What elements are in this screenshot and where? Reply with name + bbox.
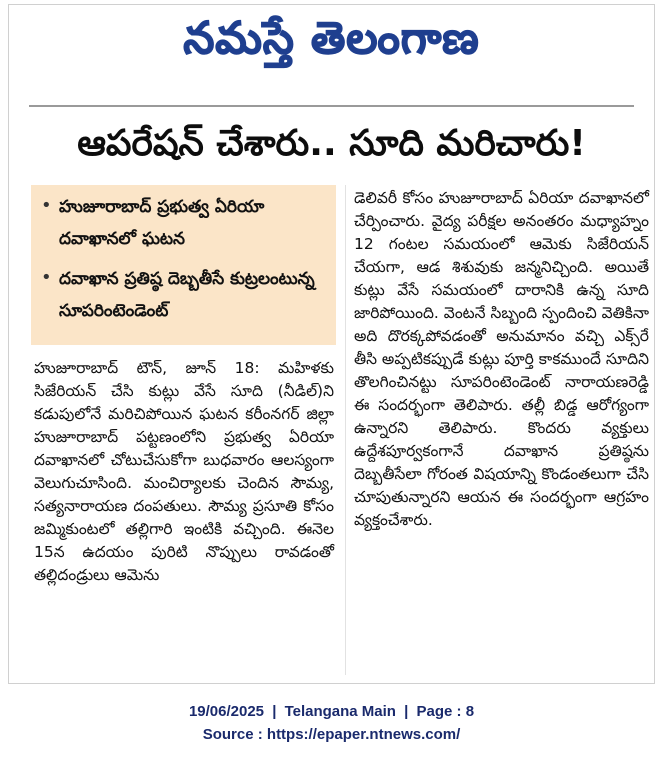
masthead-divider — [29, 105, 634, 107]
news-clipping — [8, 4, 655, 684]
article-body-right — [354, 187, 649, 532]
body-paragraph: హుజూరాబాద్ టౌన్, జూన్ 18: మహిళకు సిజేరియన్ చేసి కుట్లు వేసే సూది (నీడిల్)ని కడుపులోనే మరిచిపోయిన ఘటన కరీంనగర్ జిల్లా హుజూరాబాద్ పట్టణంలోని ప్రభుత్వ ఏరియా దవాఖానలో చోటుచేసుకోగా బుధవారం ఆలస్యంగా వెలుగుచూసింది. మంచిర్యాలకు చెందిన సౌమ్య, సత్యనారాయణ దంపతులు. సౌమ్య ప్రసూతి కోసం జమ్మికుంటలో తల్లిగారి ఇంటికి వచ్చింది. ఈనెల 15న ఉదయం పురిటి నొప్పులు రావడంతో తల్లిదండ్రులు ఆమెను — [34, 359, 334, 584]
bullet-icon: • — [41, 267, 52, 288]
column-divider — [345, 185, 346, 675]
bullet-icon: • — [41, 195, 52, 216]
article-headline: ఆపరేషన్ చేశారు.. సూది మరిచారు! — [77, 123, 586, 164]
footer-separator: | — [404, 703, 409, 720]
footer-edition: Telangana Main — [284, 703, 396, 720]
masthead-title: నమస్తే తెలంగాణ — [183, 13, 480, 64]
highlight-item — [41, 191, 328, 255]
footer-page: Page : 8 — [416, 703, 475, 720]
footer-date: 19/06/2025 — [188, 703, 265, 720]
highlight-item — [41, 263, 328, 327]
highlight-text: హుజూరాబాద్ ప్రభుత్వ ఏరియా దవాఖానలో ఘటన — [59, 197, 265, 249]
masthead — [9, 5, 654, 87]
footer-meta — [0, 700, 663, 723]
body-paragraph: డెలివరీ కోసం హుజూరాబాద్ ఏరియా దవాఖానలో చేర్పించారు. వైద్య పరీక్షల అనంతరం మధ్యాహ్నం 12 గంటల సమయంలో ఆమెకు సిజేరియన్ చేయగా, ఆడ శిశువుకు జన్మనిచ్చింది. అయితే కుట్లు వేసే సమయంలో దారానికి ఉన్న సూది జారిపోయింది. వెంటనే సిబ్బంది స్పందించి వెతికినా అది దొరక్కపోవడంతో అనుమానం వచ్చి ఎక్స్‌రే తీసి అప్పటికప్పుడే కుట్లు పూర్తి కాకముందే సూదిని తొలగించినట్టు సూపరింటెండెంట్ నారాయణరెడ్డి ఈ సందర్భంగా తెలిపారు. తల్లీ బిడ్డ ఆరోగ్యంగా ఉన్నారని తెలిపారు. కొందరు వ్యక్తులు ఉద్దేశపూర్వకంగానే దవాఖాన ప్రతిష్ఠను దెబ్బతీసేలా గోరంత విషయాన్ని కొండంతలుగా చేసి చూపుతున్నారని ఆయన ఈ సందర్భంగా ఆగ్రహం వ్యక్తంచేశారు. — [354, 189, 649, 529]
footer-separator: | — [272, 703, 277, 720]
article-body-left — [34, 357, 334, 587]
highlights-box — [31, 185, 336, 345]
footer-source: Source : https://epaper.ntnews.com/ — [202, 726, 461, 743]
footer — [0, 700, 663, 746]
highlight-text: దవాఖాన ప్రతిష్ఠ దెబ్బతీసే కుట్రలంటున్న సూపరింటెండెంట్ — [59, 269, 315, 321]
